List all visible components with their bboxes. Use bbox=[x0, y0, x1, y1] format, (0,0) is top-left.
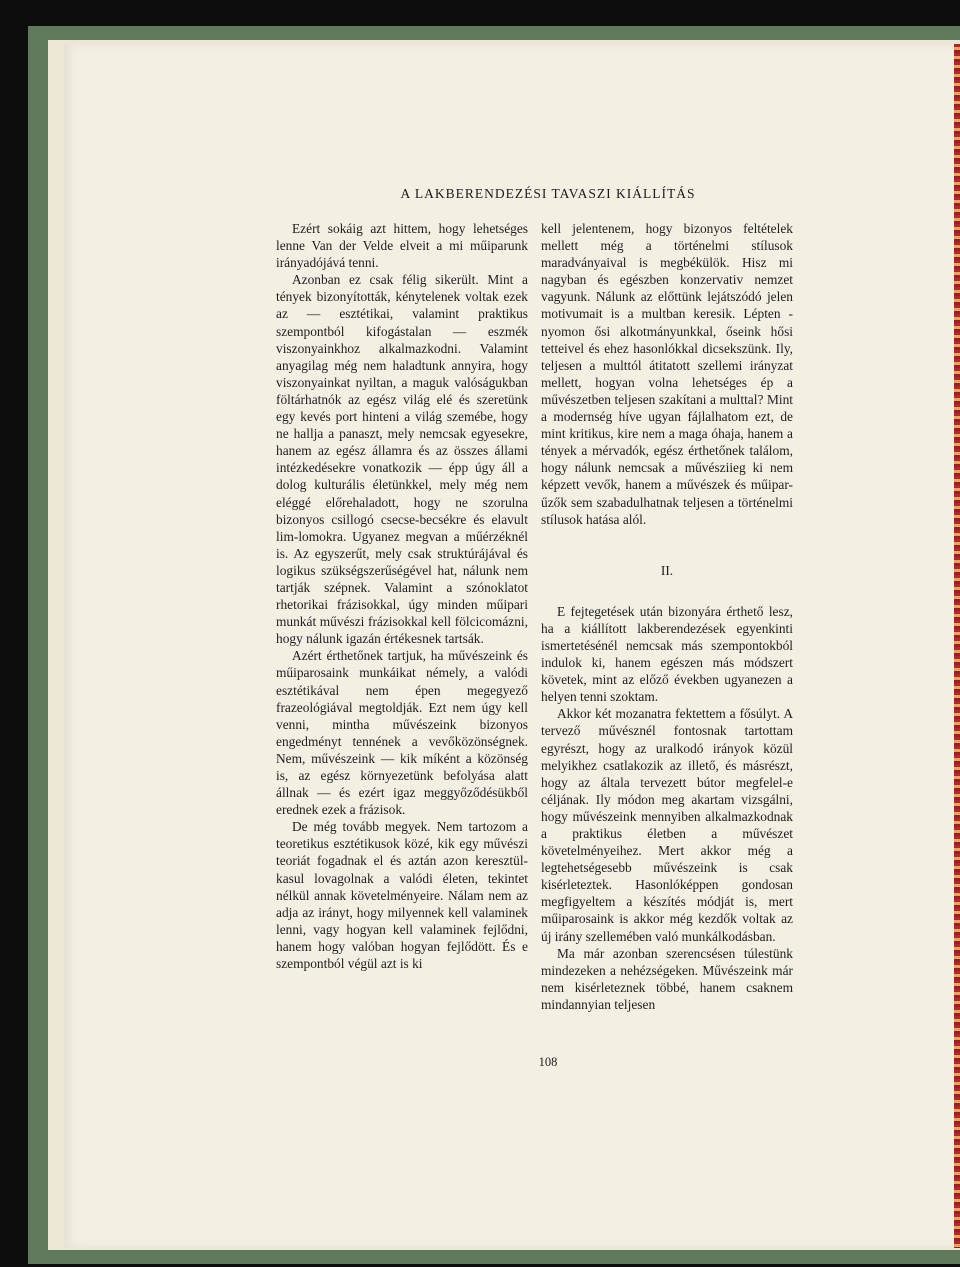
running-head: A LAKBERENDEZÉSI TAVASZI KIÁLLÍTÁS bbox=[400, 186, 696, 201]
paragraph: Akkor két mozanatra fektettem a fősúlyt. A tervező művésznél fontosnak tartottam egyrészt, hogy az uralkodó irányok közül melyikhez csatlakozik az illető, és másrészt, hogy az általa tervezett bútor megfelel-e céljának. Ily módon meg akartam vizsgálni, hogy művészeink mennyiben alkalmazkodnak a praktikus életben a művészet követelményeihez. Mert akkor még a legtehetségesebb művészeink is csak kisérleteztek. Hasonlóképpen gondosan megfigyeltem a készítés módját is, mert műiparosaink is akkor még kezdők voltak az új irány szellemében való munkálkodásban. bbox=[541, 706, 793, 944]
paragraph: De még tovább megyek. Nem tartozom a teoretikus esztétikusok közé, kik egy művészi teoriát fogadnak el és aztán azon keresztül-kasul lovagolnak a valódi életen, tekintet nélkül annak követelményeire. Nálam nem az adja az irányt, hogy milyennek kell valaminek lenni, vagy hogyan kell valaminek fejlődni, hanem hogy valóban hogyan fejlődött. És e szempontból végül azt is ki bbox=[276, 819, 528, 972]
page-number: 108 bbox=[538, 1055, 558, 1069]
paragraph: Azért érthetőnek tartjuk, ha művészeink és műiparosaink munkáikat némely, a valódi esztétikával nem épen megegyező frazeológiával megtoldják. Ezt nem úgy kell venni, mintha művészeink bizonyos engedményt tennének a vevőközönségnek. Nem, művészeink — kik míként a közönség is, az egész környezetünk befolyása alatt állnak — és ezért igaz meggyőződésükből erednek ezek a frázisok. bbox=[276, 648, 528, 818]
section-heading: II. bbox=[660, 562, 674, 578]
page-fore-edge-marbling bbox=[954, 44, 960, 1248]
paragraph: Azonban ez csak félig sikerült. Mint a tények bizonyították, kénytelenek voltak ezek az — esztétikai, valamint praktikus szempontból kifogástalan — eszmék viszonyainkhoz alkalmazkodni. Valamint anyagilag még nem haladtunk annyira, hogy viszonyainkat nyiltan, a maguk valóságukban föltárhatnók az egész világ elé és szeretünk egy kevés port hinteni a világ szemébe, hogy ne hallja a panaszt, mely nemcsak egyesekre, hanem az egész államra és az összes állami intézkedésekre vonatkozik — épp úgy áll a dolog kulturális életünkkel, mely még nem eléggé előrehaladott, hogy ne szorulna bizonyos csillogó csecse-becsékre és elavult lim-lomokra. Ugyanez megvan a műérzéknél is. Az egyszerűt, mely csak struktúrájával és logikus szükségszerűségével hat, nálunk nem tartják szépnek. Valamint a szónoklatot rhetorikai frázisokkal, úgy minden műipari munkát művészi frázisokkal kell fölcicomázni, hogy nálunk igazán értékesnek tartsák. bbox=[276, 272, 528, 647]
left-column bbox=[276, 220, 528, 972]
paragraph: E fejtegetések után bizonyára érthető lesz, ha a kiállított lakberendezések egyenkinti ismertetésénél nemcsak más szempontokból indulok ki, hanem egészen más módszert követek, mint az előző években ugyanezen a helyen tenni szoktam. bbox=[541, 603, 793, 705]
right-column bbox=[541, 220, 793, 1013]
paragraph-continued: kell jelentenem, hogy bizonyos feltételek mellett még a történelmi stílusok maradványaival is megbékülök. Hisz mi nagyban és egészben konzervativ nemzet vagyunk. Nálunk az előttünk lejátszódó jelen motivumait is a multban keresik. Lépten - nyomon ősi alkotmányunkkal, őseink hősi tetteivel és ehez hasonlókkal dicsekszünk. Ily, teljesen a multtól átitatott szellemi irányzat mellett, hogyan volna lehetséges ép a művészetben teljesen szakítani a multtal? Mint a modernség híve ugyan fájlalhatom ezt, de mint kritikus, kire nem a maga óhaja, hanem a tények a mérvadók, egész érthetőnek találom, hogy nálunk nemcsak a művésziieg ki nem képzett vevők, hanem a művészek és műipar-űzők sem szabadulhatnak teljesen a történelmi stílusok hatása alól. bbox=[541, 221, 793, 527]
paragraph: Ezért sokáig azt hittem, hogy lehetséges lenne Van der Velde elveit a mi műiparunk irányadójává tenni. bbox=[276, 221, 528, 271]
paragraph: Ma már azonban szerencsésen túlestünk mindezeken a nehézségeken. Művészeink már nem kisérleteznek többé, hanem csaknem mindannyian teljesen bbox=[541, 945, 793, 1012]
